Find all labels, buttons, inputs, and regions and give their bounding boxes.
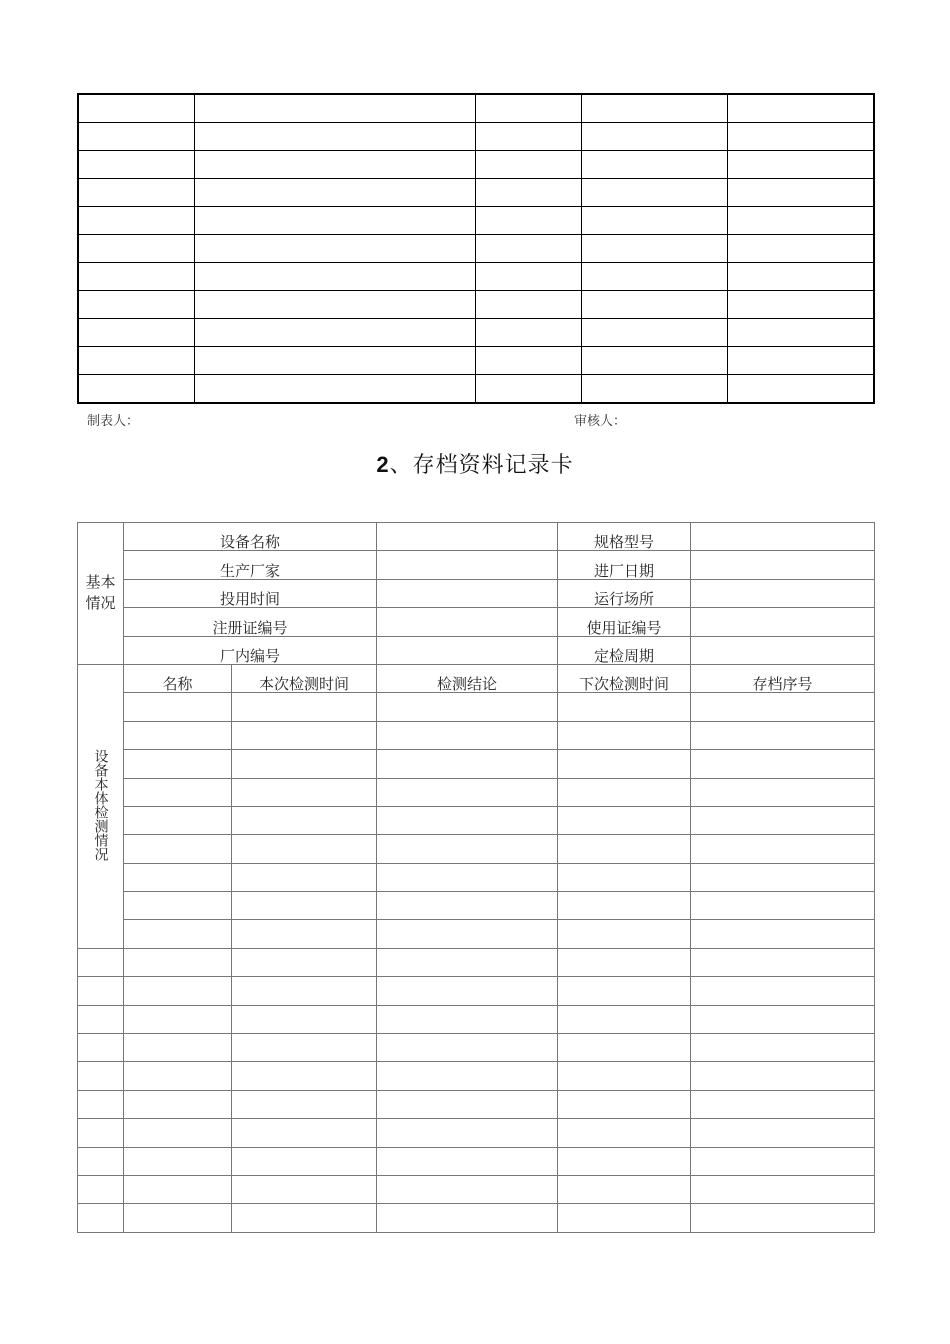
top-table-row — [78, 319, 874, 347]
top-table-row — [78, 179, 874, 207]
extra-cell[interactable] — [691, 1090, 875, 1118]
inspection-cell[interactable] — [232, 750, 377, 778]
top-table-cell[interactable] — [475, 263, 581, 291]
inspection-cell[interactable] — [377, 750, 558, 778]
inspection-cell[interactable] — [377, 806, 558, 834]
field-value[interactable] — [691, 579, 875, 607]
top-table-cell[interactable] — [727, 235, 874, 263]
top-table-row — [78, 94, 874, 123]
inspection-cell[interactable] — [691, 863, 875, 891]
extra-cell[interactable] — [232, 977, 377, 1005]
extra-cell[interactable] — [558, 977, 691, 1005]
column-header: 存档序号 — [691, 664, 875, 692]
field-label: 厂内编号 — [124, 636, 377, 664]
top-table-cell[interactable] — [194, 375, 475, 404]
extra-cell[interactable] — [232, 1090, 377, 1118]
top-table-cell[interactable] — [475, 235, 581, 263]
extra-cell[interactable] — [558, 1204, 691, 1232]
extra-row — [78, 1005, 875, 1033]
extra-row — [78, 1090, 875, 1118]
preparer-label: 制表人： — [87, 414, 140, 429]
inspection-row — [78, 806, 875, 834]
inspection-row — [78, 693, 875, 721]
field-value[interactable] — [691, 551, 875, 579]
extra-row — [78, 977, 875, 1005]
extra-cell[interactable] — [558, 1175, 691, 1203]
top-table-row — [78, 263, 874, 291]
inspection-cell[interactable] — [232, 835, 377, 863]
field-value[interactable] — [691, 608, 875, 636]
top-table-cell[interactable] — [194, 235, 475, 263]
extra-cell[interactable] — [691, 1005, 875, 1033]
inspection-cell[interactable] — [377, 835, 558, 863]
extra-cell[interactable] — [691, 1175, 875, 1203]
record-card-table — [77, 522, 875, 1233]
inspection-cell[interactable] — [232, 806, 377, 834]
top-table-cell[interactable] — [78, 179, 194, 207]
top-table-cell[interactable] — [78, 235, 194, 263]
extra-cell[interactable] — [124, 1005, 232, 1033]
field-value[interactable] — [691, 636, 875, 664]
extra-cell[interactable] — [232, 1062, 377, 1090]
basic-section-text: 基本 情况 — [85, 573, 116, 613]
basic-section-label — [78, 523, 124, 665]
extra-cell[interactable] — [691, 948, 875, 976]
extra-cell[interactable] — [558, 1062, 691, 1090]
extra-cell[interactable] — [124, 948, 232, 976]
top-table-cell[interactable] — [78, 94, 194, 123]
top-table-cell[interactable] — [194, 263, 475, 291]
extra-cell[interactable] — [558, 1119, 691, 1147]
top-table-row — [78, 123, 874, 151]
top-table-cell[interactable] — [727, 207, 874, 235]
top-table-row — [78, 347, 874, 375]
extra-cell[interactable] — [78, 948, 124, 976]
field-label: 投用时间 — [124, 579, 377, 607]
extra-cell[interactable] — [558, 948, 691, 976]
inspection-cell[interactable] — [232, 721, 377, 749]
extra-cell[interactable] — [78, 1175, 124, 1203]
top-table-row — [78, 375, 874, 404]
field-label: 定检周期 — [558, 636, 691, 664]
field-value[interactable] — [377, 608, 558, 636]
inspection-cell[interactable] — [377, 863, 558, 891]
inspection-cell[interactable] — [124, 721, 232, 749]
top-table-cell[interactable] — [194, 207, 475, 235]
extra-cell[interactable] — [691, 1119, 875, 1147]
top-table-cell[interactable] — [475, 375, 581, 404]
top-table-cell[interactable] — [194, 179, 475, 207]
extra-cell[interactable] — [377, 1005, 558, 1033]
extra-cell[interactable] — [124, 1119, 232, 1147]
inspection-cell[interactable] — [377, 892, 558, 920]
top-table-cell[interactable] — [581, 263, 727, 291]
extra-cell[interactable] — [78, 1147, 124, 1175]
inspection-row — [78, 750, 875, 778]
field-label: 注册证编号 — [124, 608, 377, 636]
inspection-cell[interactable] — [558, 920, 691, 948]
extra-cell[interactable] — [691, 1147, 875, 1175]
extra-cell[interactable] — [78, 1062, 124, 1090]
top-table-cell[interactable] — [194, 319, 475, 347]
field-value[interactable] — [377, 551, 558, 579]
inspection-cell[interactable] — [691, 778, 875, 806]
extra-cell[interactable] — [377, 1204, 558, 1232]
extra-row — [78, 1034, 875, 1062]
inspection-cell[interactable] — [558, 892, 691, 920]
top-table-cell[interactable] — [727, 179, 874, 207]
extra-cell[interactable] — [691, 1204, 875, 1232]
field-value[interactable] — [377, 579, 558, 607]
basic-info-row — [78, 608, 875, 636]
extra-cell[interactable] — [78, 977, 124, 1005]
inspection-cell[interactable] — [124, 806, 232, 834]
field-label: 运行场所 — [558, 579, 691, 607]
extra-cell[interactable] — [232, 1119, 377, 1147]
top-table-cell[interactable] — [475, 94, 581, 123]
inspection-cell[interactable] — [691, 750, 875, 778]
extra-cell[interactable] — [558, 1147, 691, 1175]
field-label: 设备名称 — [124, 523, 377, 551]
top-table-cell[interactable] — [475, 151, 581, 179]
top-table-cell[interactable] — [78, 347, 194, 375]
extra-cell[interactable] — [377, 1147, 558, 1175]
extra-cell[interactable] — [232, 948, 377, 976]
extra-cell[interactable] — [232, 1147, 377, 1175]
extra-cell[interactable] — [558, 1090, 691, 1118]
column-header: 名称 — [124, 664, 232, 692]
inspection-header-row — [78, 664, 875, 692]
inspection-cell[interactable] — [232, 778, 377, 806]
inspection-cell[interactable] — [558, 835, 691, 863]
top-table-row — [78, 291, 874, 319]
extra-cell[interactable] — [377, 1119, 558, 1147]
top-table-cell[interactable] — [581, 235, 727, 263]
top-table-cell[interactable] — [78, 207, 194, 235]
top-table-cell[interactable] — [727, 375, 874, 404]
top-table-cell[interactable] — [727, 263, 874, 291]
inspection-cell[interactable] — [558, 778, 691, 806]
extra-cell[interactable] — [377, 1175, 558, 1203]
top-table-cell[interactable] — [581, 291, 727, 319]
extra-row — [78, 1062, 875, 1090]
inspection-row — [78, 778, 875, 806]
extra-row — [78, 1119, 875, 1147]
top-table-cell[interactable] — [727, 347, 874, 375]
top-table-cell[interactable] — [194, 291, 475, 319]
inspection-cell[interactable] — [691, 693, 875, 721]
inspection-row — [78, 721, 875, 749]
inspection-cell[interactable] — [124, 750, 232, 778]
extra-cell[interactable] — [124, 1034, 232, 1062]
extra-cell[interactable] — [558, 1005, 691, 1033]
extra-cell[interactable] — [377, 1090, 558, 1118]
extra-cell[interactable] — [691, 1062, 875, 1090]
top-table-cell[interactable] — [581, 375, 727, 404]
inspection-cell[interactable] — [691, 721, 875, 749]
top-table-cell[interactable] — [194, 347, 475, 375]
card-title-text: 、存档资料记录卡 — [389, 453, 574, 478]
inspection-cell[interactable] — [232, 863, 377, 891]
extra-cell[interactable] — [78, 1034, 124, 1062]
inspection-cell[interactable] — [377, 721, 558, 749]
field-value[interactable] — [691, 523, 875, 551]
card-title-number: 2 — [376, 452, 390, 477]
inspection-cell[interactable] — [691, 806, 875, 834]
extra-cell[interactable] — [78, 1005, 124, 1033]
inspection-cell[interactable] — [691, 920, 875, 948]
column-header: 下次检测时间 — [558, 664, 691, 692]
field-value[interactable] — [377, 523, 558, 551]
inspection-cell[interactable] — [377, 693, 558, 721]
basic-info-row — [78, 579, 875, 607]
field-value[interactable] — [377, 636, 558, 664]
top-table-cell[interactable] — [475, 207, 581, 235]
inspection-row — [78, 892, 875, 920]
extra-cell[interactable] — [232, 1175, 377, 1203]
inspection-cell[interactable] — [124, 835, 232, 863]
inspection-cell[interactable] — [232, 693, 377, 721]
top-table-cell[interactable] — [727, 94, 874, 123]
inspection-row — [78, 920, 875, 948]
inspection-cell[interactable] — [558, 750, 691, 778]
top-table-cell[interactable] — [194, 94, 475, 123]
top-table-cell[interactable] — [78, 263, 194, 291]
extra-cell[interactable] — [124, 977, 232, 1005]
field-label: 使用证编号 — [558, 608, 691, 636]
top-table-cell[interactable] — [194, 123, 475, 151]
reviewer-label: 审核人： — [574, 414, 627, 429]
inspection-cell[interactable] — [232, 892, 377, 920]
top-table-cell[interactable] — [727, 151, 874, 179]
top-table-cell[interactable] — [475, 291, 581, 319]
basic-info-row — [78, 636, 875, 664]
top-table-cell[interactable] — [475, 179, 581, 207]
extra-cell[interactable] — [124, 1175, 232, 1203]
top-blank-table — [77, 93, 875, 404]
top-table-cell[interactable] — [475, 319, 581, 347]
top-table-cell[interactable] — [475, 123, 581, 151]
inspection-cell[interactable] — [558, 806, 691, 834]
extra-cell[interactable] — [124, 1204, 232, 1232]
inspection-cell[interactable] — [232, 920, 377, 948]
extra-cell[interactable] — [124, 1147, 232, 1175]
extra-cell[interactable] — [377, 977, 558, 1005]
top-table-row — [78, 235, 874, 263]
top-table-cell[interactable] — [78, 123, 194, 151]
extra-cell[interactable] — [124, 1062, 232, 1090]
extra-cell[interactable] — [124, 1090, 232, 1118]
top-table-cell[interactable] — [581, 207, 727, 235]
top-table-cell[interactable] — [78, 375, 194, 404]
field-label: 规格型号 — [558, 523, 691, 551]
top-table-cell[interactable] — [581, 319, 727, 347]
inspection-cell[interactable] — [124, 892, 232, 920]
top-table-cell[interactable] — [581, 347, 727, 375]
inspection-cell[interactable] — [377, 920, 558, 948]
field-label: 生产厂家 — [124, 551, 377, 579]
extra-cell[interactable] — [377, 1034, 558, 1062]
top-table-cell[interactable] — [581, 123, 727, 151]
extra-cell[interactable] — [78, 1090, 124, 1118]
inspection-cell[interactable] — [124, 693, 232, 721]
top-table-cell[interactable] — [727, 319, 874, 347]
top-table-row — [78, 151, 874, 179]
extra-cell[interactable] — [377, 1062, 558, 1090]
top-table-cell[interactable] — [581, 179, 727, 207]
inspection-cell[interactable] — [124, 863, 232, 891]
extra-row — [78, 1204, 875, 1232]
basic-info-row — [78, 523, 875, 551]
extra-cell[interactable] — [558, 1034, 691, 1062]
extra-cell[interactable] — [691, 977, 875, 1005]
extra-cell[interactable] — [78, 1204, 124, 1232]
extra-row — [78, 948, 875, 976]
field-label: 进厂日期 — [558, 551, 691, 579]
inspection-cell[interactable] — [691, 892, 875, 920]
top-table-cell[interactable] — [727, 291, 874, 319]
top-table-cell[interactable] — [78, 319, 194, 347]
inspection-row — [78, 835, 875, 863]
extra-row — [78, 1147, 875, 1175]
inspection-section-label — [78, 664, 124, 948]
column-header: 本次检测时间 — [232, 664, 377, 692]
extra-cell[interactable] — [78, 1119, 124, 1147]
extra-cell[interactable] — [232, 1204, 377, 1232]
extra-cell[interactable] — [232, 1034, 377, 1062]
inspection-cell[interactable] — [558, 721, 691, 749]
top-table-cell[interactable] — [78, 151, 194, 179]
top-table-cell[interactable] — [78, 291, 194, 319]
basic-info-row — [78, 551, 875, 579]
top-table-cell[interactable] — [581, 151, 727, 179]
inspection-section-text: 设备本体检测情况 — [92, 748, 109, 861]
extra-cell[interactable] — [691, 1034, 875, 1062]
top-table-row — [78, 207, 874, 235]
inspection-cell[interactable] — [377, 778, 558, 806]
extra-cell[interactable] — [377, 948, 558, 976]
inspection-cell[interactable] — [124, 920, 232, 948]
extra-cell[interactable] — [232, 1005, 377, 1033]
column-header: 检测结论 — [377, 664, 558, 692]
inspection-cell[interactable] — [558, 693, 691, 721]
inspection-cell[interactable] — [558, 863, 691, 891]
card-title — [0, 448, 950, 479]
top-table-cell[interactable] — [581, 94, 727, 123]
extra-row — [78, 1175, 875, 1203]
top-table-cell[interactable] — [194, 151, 475, 179]
inspection-row — [78, 863, 875, 891]
top-table-cell[interactable] — [727, 123, 874, 151]
top-table-cell[interactable] — [475, 347, 581, 375]
inspection-cell[interactable] — [124, 778, 232, 806]
inspection-cell[interactable] — [691, 835, 875, 863]
